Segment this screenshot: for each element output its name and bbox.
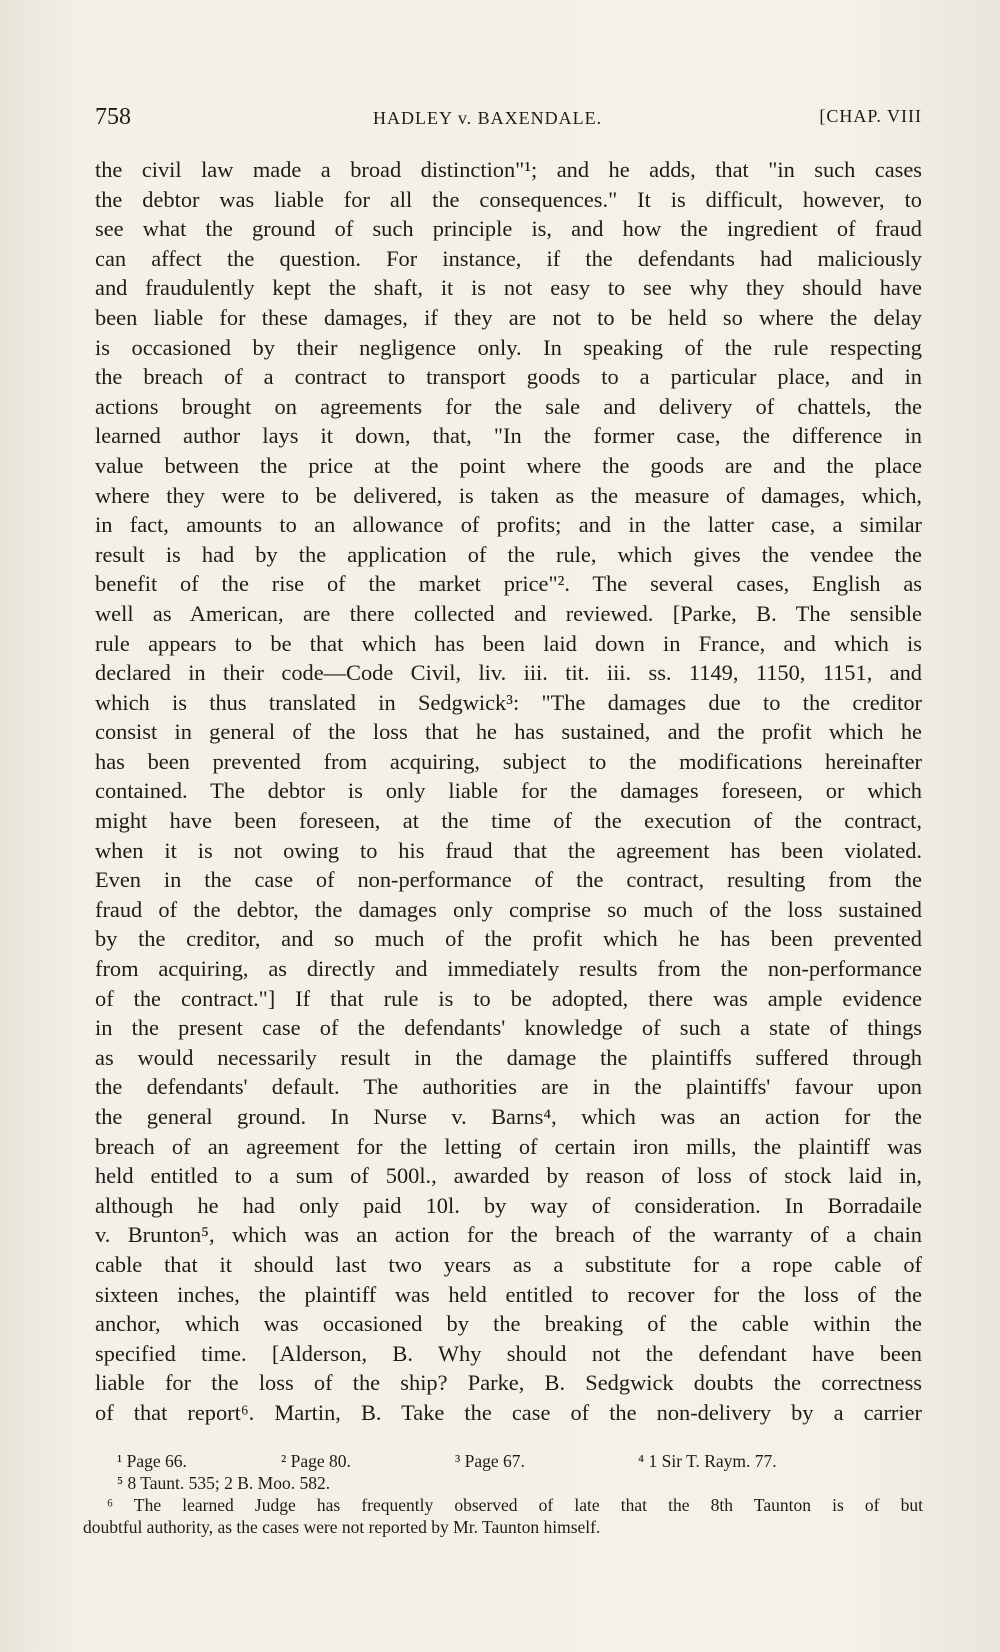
text-line: declared in their code—Code Civil, liv. iii. tit. iii. ss. 1149, 1150, 1151, and — [95, 660, 922, 686]
text-line: fraud of the debtor, the damages only comprise so much of the loss sustained — [95, 896, 922, 922]
body-text — [95, 155, 922, 1428]
text-line: when it is not owing to his fraud that the agreement has been violated. — [95, 837, 922, 863]
text-line: the civil law made a broad distinction"¹; and he adds, that "in such cases — [95, 157, 922, 182]
text-line: see what the ground of such principle is, and how the ingredient of fraud — [95, 216, 922, 242]
text-line: of that report⁶. Martin, B. Take the case of the non-delivery by a carrier — [95, 1399, 922, 1425]
text-line: as would necessarily result in the damage the plaintiffs suffered through — [95, 1044, 922, 1070]
text-line: might have been foreseen, at the time of the execution of the contract, — [95, 808, 922, 834]
running-title: HADLEY v. BAXENDALE. — [373, 108, 603, 128]
footnote-3: ³ Page 67. — [455, 1451, 525, 1471]
running-header — [95, 104, 922, 138]
footnote-2: ² Page 80. — [281, 1451, 351, 1471]
text-line: the general ground. In Nurse v. Barns⁴, which was an action for the — [95, 1104, 922, 1129]
footnote-6-line-1: ⁶ The learned Judge has frequently observed of late that the 8th Taunton is of but — [107, 1495, 923, 1515]
text-line: liable for the loss of the ship? Parke, B. Sedgwick doubts the correctness — [95, 1370, 922, 1396]
text-line: learned author lays it down, that, "In the former case, the difference in — [95, 423, 922, 449]
text-line: the debtor was liable for all the consequences." It is difficult, however, to — [95, 186, 922, 212]
text-line: of the contract."] If that rule is to be adopted, there was ample evidence — [95, 985, 922, 1011]
text-line: Even in the case of non-performance of the contract, resulting from the — [95, 867, 922, 893]
text-line: which is thus translated in Sedgwick³: "The damages due to the creditor — [95, 689, 922, 715]
text-line: well as American, are there collected and reviewed. [Parke, B. The sensible — [95, 600, 922, 626]
text-line: cable that it should last two years as a substitute for a rope cable of — [95, 1251, 922, 1277]
text-line: the defendants' default. The authorities are in the plaintiffs' favour upon — [95, 1074, 922, 1100]
chapter-label: [CHAP. VIII — [819, 106, 922, 126]
text-line: breach of an agreement for the letting of certain iron mills, the plaintiff was — [95, 1133, 922, 1159]
text-line: the breach of a contract to transport goods to a particular place, and in — [95, 364, 922, 390]
text-line: by the creditor, and so much of the profit which he has been prevented — [95, 926, 922, 952]
page-number: 758 — [95, 104, 131, 130]
text-line: from acquiring, as directly and immediately results from the non-performance — [95, 956, 922, 982]
text-line: and fraudulently kept the shaft, it is not easy to see why they should have — [95, 275, 922, 301]
text-line: result is had by the application of the rule, which gives the vendee the — [95, 541, 922, 567]
text-line: held entitled to a sum of 500l., awarded by reason of loss of stock laid in, — [95, 1163, 922, 1189]
text-line: actions brought on agreements for the sale and delivery of chattels, the — [95, 393, 922, 419]
text-line: is occasioned by their negligence only. In speaking of the rule respecting — [95, 334, 922, 360]
text-line: v. Brunton⁵, which was an action for the breach of the warranty of a chain — [95, 1222, 922, 1248]
text-line: benefit of the rise of the market price"². The several cases, English as — [95, 571, 922, 597]
footnote-4: ⁴ 1 Sir T. Raym. 77. — [638, 1451, 777, 1471]
footnote-row — [83, 1472, 923, 1494]
text-line: contained. The debtor is only liable for the damages foreseen, or which — [95, 778, 922, 804]
text-line: anchor, which was occasioned by the breaking of the cable within the — [95, 1311, 922, 1337]
text-line: value between the price at the point where the goods are and the place — [95, 452, 922, 478]
text-line: specified time. [Alderson, B. Why should not the defendant have been — [95, 1340, 922, 1366]
text-line: in the present case of the defendants' knowledge of such a state of things — [95, 1015, 922, 1041]
text-line: although he had only paid 10l. by way of consideration. In Borradaile — [95, 1192, 922, 1218]
footnotes — [83, 1450, 923, 1538]
footnote-6-line-2: doubtful authority, as the cases were not reported by Mr. Taunton himself. — [83, 1517, 601, 1537]
footnote-1: ¹ Page 66. — [117, 1451, 187, 1471]
footnote-6 — [83, 1494, 923, 1538]
text-line: where they were to be delivered, is taken as the measure of damages, which, — [95, 482, 922, 508]
text-line: been liable for these damages, if they are not to be held so where the delay — [95, 304, 922, 330]
text-line: rule appears to be that which has been laid down in France, and which is — [95, 630, 922, 656]
text-line: sixteen inches, the plaintiff was held entitled to recover for the loss of the — [95, 1281, 922, 1307]
text-line: consist in general of the loss that he has sustained, and the profit which he — [95, 719, 922, 745]
footnote-row — [83, 1450, 923, 1472]
text-line: can affect the question. For instance, if the defendants had maliciously — [95, 245, 922, 271]
text-line: in fact, amounts to an allowance of profits; and in the latter case, a similar — [95, 512, 922, 538]
footnote-5: ⁵ 8 Taunt. 535; 2 B. Moo. 582. — [117, 1473, 331, 1493]
text-line: has been prevented from acquiring, subject to the modifications hereinafter — [95, 748, 922, 774]
